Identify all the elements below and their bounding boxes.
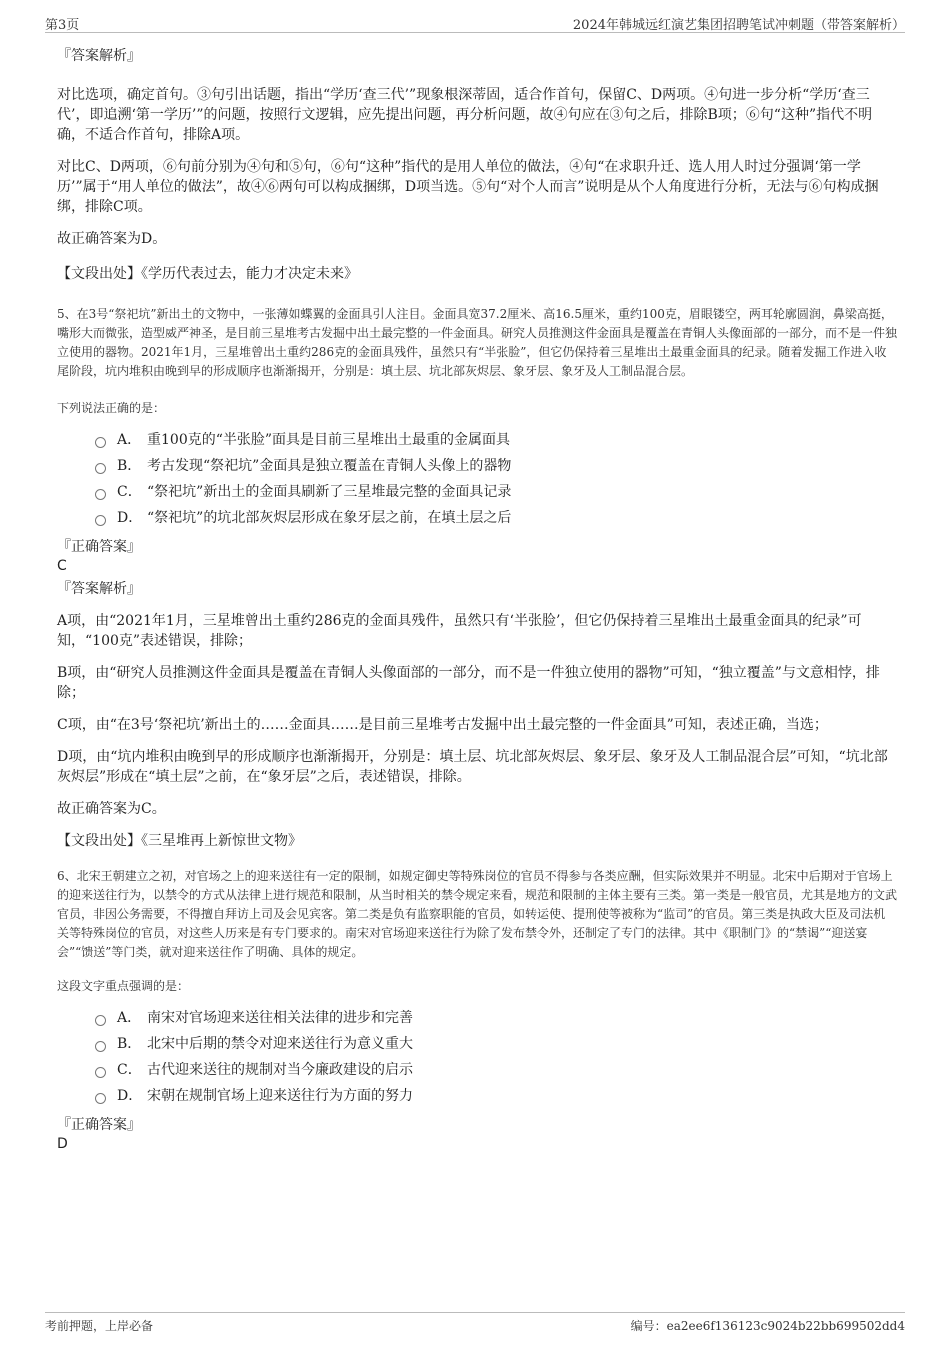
- option-text: “祭祀坑”的坑北部灰烬层形成在象牙层之前，在填土层之后: [147, 510, 512, 526]
- radio-icon[interactable]: [95, 463, 106, 474]
- q5-analysis-c: C项，由“在3号‘祭祀坑’新出土的……金面具……是目前三星堆考古发掘中出土最完整的一件金面具”可知，表述正确，当选；: [57, 717, 828, 733]
- q6-option-d[interactable]: [95, 1083, 897, 1109]
- q4-analysis-label: 『答案解析』: [57, 48, 141, 64]
- q5-analysis-d: D项，由“坑内堆积由晚到早的形成顺序也渐渐揭开，分别是：填土层、坑北部灰烬层、象牙层、象牙及人工制品混合层”可知，“坑北部灰烬层”形成在“填土层”之前，在“象牙层”之后，表述错误，排除。: [57, 749, 888, 785]
- q4-analysis-para1: 对比选项，确定首句。③句引出话题，指出“学历‘查三代’”现象根深蒂固，适合作首句，保留C、D两项。④句进一步分析“学历‘查三代’，即追溯‘第一学历’”的问题，按照行文逻辑，应先提出问题，再分析问题，故④句应在③句之后，排除B项；⑥句“这种”指代不明确，不适合作首句，排除A项。: [57, 87, 873, 143]
- option-letter: D．: [117, 510, 143, 526]
- q5-analysis-label: 『答案解析』: [57, 581, 141, 597]
- page-number: 第3页: [45, 18, 80, 33]
- radio-icon[interactable]: [95, 1093, 106, 1104]
- q5-source: 【文段出处】《三星堆再上新惊世文物》: [57, 833, 302, 849]
- radio-icon[interactable]: [95, 437, 106, 448]
- option-letter: D．: [117, 1088, 143, 1104]
- q5-option-a[interactable]: [95, 427, 897, 453]
- radio-icon[interactable]: [95, 515, 106, 526]
- page-footer: [45, 1312, 905, 1335]
- q4-conclusion: 故正确答案为D。: [57, 231, 167, 247]
- option-text: 重100克的“半张脸”面具是目前三星堆出土最重的金属面具: [147, 432, 511, 448]
- option-letter: A．: [117, 432, 142, 448]
- q6-option-b[interactable]: [95, 1031, 897, 1057]
- q5-prompt: 下列说法正确的是：: [57, 401, 166, 415]
- q6-options: [95, 1005, 897, 1109]
- q6-stem: 6、北宋王朝建立之初，对官场之上的迎来送往有一定的限制，如规定御史等特殊岗位的官员不得参与各类应酬，但实际效果并不明显。北宋中后期对于官场上的迎来送往行为，以禁令的方式从法律上进行规范和限制，从当时相关的禁令规定来看，规范和限制的主体主要有三类。第一类是一般官员，尤其是地方的文武官员，非因公务需要，不得擅自拜访上司及会见宾客。第二类是负有监察职能的官员，如转运使、提刑使等被称为“监司”的官员。第三类是执政大臣及司法机关等特殊岗位的官员，对这些人历来是有专门要求的。南宋对官场迎来送往行为除了发布禁令外，还制定了专门的法律。其中《职制门》的“禁谒”“迎送宴会”“馈送”等门类，就对迎来送往作了明确、具体的规定。: [57, 869, 898, 959]
- page-content: [57, 40, 897, 1154]
- q5-option-b[interactable]: [95, 453, 897, 479]
- q6-option-c[interactable]: [95, 1057, 897, 1083]
- q5-analysis-a: A项，由“2021年1月，三星堆曾出土重约286克的金面具残件，虽然只有‘半张脸’，但它仍保持着三星堆出土最重金面具的纪录”可知，“100克”表述错误，排除；: [57, 613, 862, 649]
- q5-conclusion: 故正确答案为C。: [57, 801, 166, 817]
- q6-answer-label: 『正确答案』: [57, 1117, 141, 1133]
- q4-source: 【文段出处】《学历代表过去，能力才决定未来》: [57, 266, 358, 282]
- option-text: 古代迎来送往的规制对当今廉政建设的启示: [147, 1062, 413, 1078]
- radio-icon[interactable]: [95, 1015, 106, 1026]
- radio-icon[interactable]: [95, 489, 106, 500]
- q6-option-a[interactable]: [95, 1005, 897, 1031]
- option-text: “祭祀坑”新出土的金面具刷新了三星堆最完整的金面具记录: [147, 484, 512, 500]
- option-text: 南宋对官场迎来送往相关法律的进步和完善: [147, 1010, 413, 1026]
- document-title: 2024年韩城远红演艺集团招聘笔试冲刺题（带答案解析）: [572, 18, 905, 33]
- radio-icon[interactable]: [95, 1041, 106, 1052]
- option-text: 北宋中后期的禁令对迎来送往行为意义重大: [147, 1036, 413, 1052]
- q6-prompt: 这段文字重点强调的是：: [57, 979, 190, 993]
- option-text: 考古发现“祭祀坑”金面具是独立覆盖在青铜人头像上的器物: [147, 458, 512, 474]
- q5-answer: C: [57, 558, 67, 574]
- option-letter: C．: [117, 1062, 142, 1078]
- q5-options: [95, 427, 897, 531]
- option-letter: A．: [117, 1010, 142, 1026]
- q5-option-c[interactable]: [95, 479, 897, 505]
- option-letter: C．: [117, 484, 142, 500]
- q5-answer-label: 『正确答案』: [57, 539, 141, 555]
- radio-icon[interactable]: [95, 1067, 106, 1078]
- option-letter: B．: [117, 458, 142, 474]
- q5-analysis-b: B项，由“研究人员推测这件金面具是覆盖在青铜人头像面部的一部分，而不是一件独立使用的器物”可知，“独立覆盖”与文意相悖，排除；: [57, 665, 880, 701]
- q6-answer: D: [57, 1136, 68, 1152]
- option-text: 宋朝在规制官场上迎来送往行为方面的努力: [147, 1088, 413, 1104]
- q5-option-d[interactable]: [95, 505, 897, 531]
- option-letter: B．: [117, 1036, 142, 1052]
- footer-slogan: 考前押题，上岸必备: [45, 1319, 154, 1333]
- page-header: [45, 12, 905, 33]
- q5-stem: 5、在3号“祭祀坑”新出土的文物中，一张薄如蝶翼的金面具引人注目。金面具宽37.2厘米、高16.5厘米，重约100克，眉眼镂空，两耳轮廓圆润，鼻梁高挺，嘴形大而微张，造型威严神圣，是目前三星堆考古发掘中出土最完整的一件金面具。研究人员推测这件金面具是覆盖在青铜人头像面部的一部分，而不是一件独立使用的器物。2021年1月，三星堆曾出土重约286克的金面具残件，虽然只有“半张脸”，但它仍保持着三星堆出土最重金面具的纪录。随着发掘工作进入收尾阶段，坑内堆积由晚到早的形成顺序也渐渐揭开，分别是：填土层、坑北部灰烬层、象牙层、象牙及人工制品混合层。: [57, 307, 898, 378]
- footer-serial: 编号：ea2ee6f136123c9024b22bb699502dd4: [630, 1319, 905, 1333]
- q4-analysis-para2: 对比C、D两项，⑥句前分别为④句和⑤句，⑥句“这种”指代的是用人单位的做法，④句“在求职升迁、选人用人时过分强调‘第一学历’”属于“用人单位的做法”，故④⑥两句可以构成捆绑，D项当选。⑤句“对个人而言”说明是从个人角度进行分析，无法与⑥句构成捆绑，排除C项。: [57, 159, 879, 215]
